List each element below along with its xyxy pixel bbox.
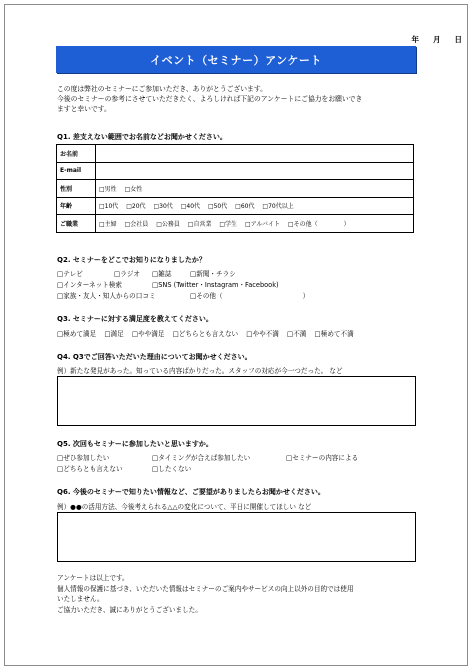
q6-answer-box[interactable]	[57, 512, 416, 562]
closing-line: いたしません。	[57, 595, 104, 604]
q4-example: 例）新たな発見があった。知っている内容ばかりだった。スタッフの対応が今一つだった。 など	[57, 367, 343, 375]
job-other-close: ）	[343, 220, 350, 228]
email-row	[57, 162, 414, 180]
age-options	[96, 197, 414, 215]
intro-line: 今後のセミナーの参考にさせていただきたく、よろしければ下記のアンケートにご協力をお願いでき	[57, 95, 363, 103]
gender-label: 性別	[57, 180, 96, 198]
gender-options	[96, 180, 414, 198]
checkbox-magazine[interactable]: □雑誌	[152, 270, 172, 278]
checkbox-female[interactable]: □女性	[124, 185, 143, 193]
q6-example: 例）●●の活用方法、今後考えられる△△の変化について、平日に開催してほしい など	[57, 503, 312, 511]
q3-label: Q3. セミナーに対する満足度を教えてください。	[57, 315, 213, 323]
q2-row3	[57, 290, 309, 300]
checkbox-male[interactable]: □男性	[99, 185, 117, 193]
checkbox-internet-search[interactable]: □インターネット検索	[57, 281, 122, 289]
checkbox-part-time[interactable]: □アルバイト	[244, 220, 280, 228]
email-label: E-mail	[57, 162, 96, 180]
checkbox-employee[interactable]: □会社員	[124, 220, 149, 228]
checkbox-sns[interactable]: □SNS (Twitter・Instagram・Facebook)	[152, 281, 279, 289]
checkbox-age-30s[interactable]: □30代	[153, 203, 173, 211]
checkbox-very-dissatisfied[interactable]: □極めて不満	[314, 330, 354, 338]
intro-line: ますと幸いです。	[57, 105, 111, 113]
q6-label: Q6. 今後のセミナーで知りたい情報など、ご要望がありましたらお聞かせください。	[57, 488, 325, 496]
checkbox-civil-servant[interactable]: □公務員	[156, 220, 180, 228]
checkbox-age-40s[interactable]: □40代	[180, 203, 201, 211]
day-label: 日	[454, 35, 462, 44]
month-label: 月	[433, 35, 441, 44]
q2-row2	[57, 279, 279, 289]
closing-text	[57, 573, 353, 615]
checkbox-age-60s[interactable]: □60代	[235, 203, 255, 211]
checkbox-job-other[interactable]: □その他（	[287, 220, 318, 228]
q5-row1	[57, 452, 358, 462]
name-row	[57, 145, 414, 163]
closing-line: ご協力いただき、誠にありがとうございました。	[57, 605, 202, 614]
closing-line: アンケートは以上です。	[57, 574, 129, 582]
personal-info-table	[56, 144, 414, 233]
checkbox-age-10s[interactable]: □10代	[99, 203, 119, 211]
date-line	[398, 34, 463, 45]
checkbox-tv[interactable]: □テレビ	[57, 270, 83, 278]
email-field[interactable]	[96, 162, 414, 180]
checkbox-student[interactable]: □学生	[219, 220, 238, 228]
intro-text	[57, 84, 362, 114]
q1-label: Q1. 差支えない範囲でお名前などお聞かせください。	[57, 133, 227, 141]
age-row	[57, 197, 414, 215]
q4-label: Q4. Q3でご回答いただいた理由についてお聞かせください。	[57, 353, 252, 361]
job-label: ご職業	[57, 215, 96, 233]
checkbox-very-satisfied[interactable]: □極めて満足	[57, 330, 97, 338]
checkbox-depends-on-content[interactable]: □セミナーの内容による	[286, 454, 359, 462]
checkbox-self-employed[interactable]: □自営業	[187, 220, 212, 228]
checkbox-somewhat-satisfied[interactable]: □やや満足	[131, 330, 165, 338]
title-banner	[56, 46, 416, 73]
checkbox-neutral[interactable]: □どちらとも言えない	[172, 330, 239, 338]
q5-label: Q5. 次回もセミナーに参加したいと思いますか。	[57, 440, 213, 448]
job-options	[96, 215, 414, 233]
checkbox-undecided[interactable]: □どちらとも言えない	[57, 465, 123, 473]
year-label: 年	[411, 35, 419, 44]
closing-line: 個人情報の保護に基づき、いただいた情報はセミナーのご案内やサービスの向上以外の目的では使用	[57, 584, 354, 593]
q2-row1	[57, 268, 236, 278]
gender-row	[57, 180, 414, 198]
q5-row2	[57, 463, 191, 473]
checkbox-newspaper[interactable]: □新聞・チラシ	[190, 270, 236, 278]
checkbox-age-50s[interactable]: □50代	[207, 203, 228, 211]
checkbox-age-20s[interactable]: □20代	[126, 203, 146, 211]
checkbox-source-other[interactable]: □その他（	[190, 292, 223, 300]
q4-answer-box[interactable]	[57, 376, 416, 426]
checkbox-dissatisfied[interactable]: □不満	[286, 330, 307, 338]
checkbox-housewife[interactable]: □主婦	[99, 220, 117, 228]
checkbox-age-70s-plus[interactable]: □70代以上	[262, 203, 294, 211]
checkbox-radio[interactable]: □ラジオ	[114, 270, 141, 278]
checkbox-not-attend[interactable]: □したくない	[152, 465, 192, 473]
q3-options	[57, 328, 354, 338]
source-other-close: ）	[302, 292, 310, 300]
q2-label: Q2. セミナーをどこでお知りになりましたか？	[57, 256, 206, 264]
checkbox-somewhat-dissatisfied[interactable]: □やや不満	[246, 330, 279, 338]
job-row	[57, 215, 414, 233]
age-label: 年齢	[57, 197, 96, 215]
checkbox-attend-if-timing[interactable]: □タイミングが合えば参加したい	[152, 454, 251, 462]
name-label: お名前	[57, 145, 96, 163]
name-field[interactable]	[96, 145, 414, 163]
checkbox-definitely-attend[interactable]: □ぜひ参加したい	[57, 454, 110, 462]
checkbox-word-of-mouth[interactable]: □家族・友人・知人からの口コミ	[57, 292, 156, 300]
intro-line: この度は弊社のセミナーにご参加いただき、ありがとうございます。	[57, 85, 267, 93]
page-title: イベント（セミナー）アンケート	[150, 53, 322, 67]
checkbox-satisfied[interactable]: □満足	[104, 330, 124, 338]
